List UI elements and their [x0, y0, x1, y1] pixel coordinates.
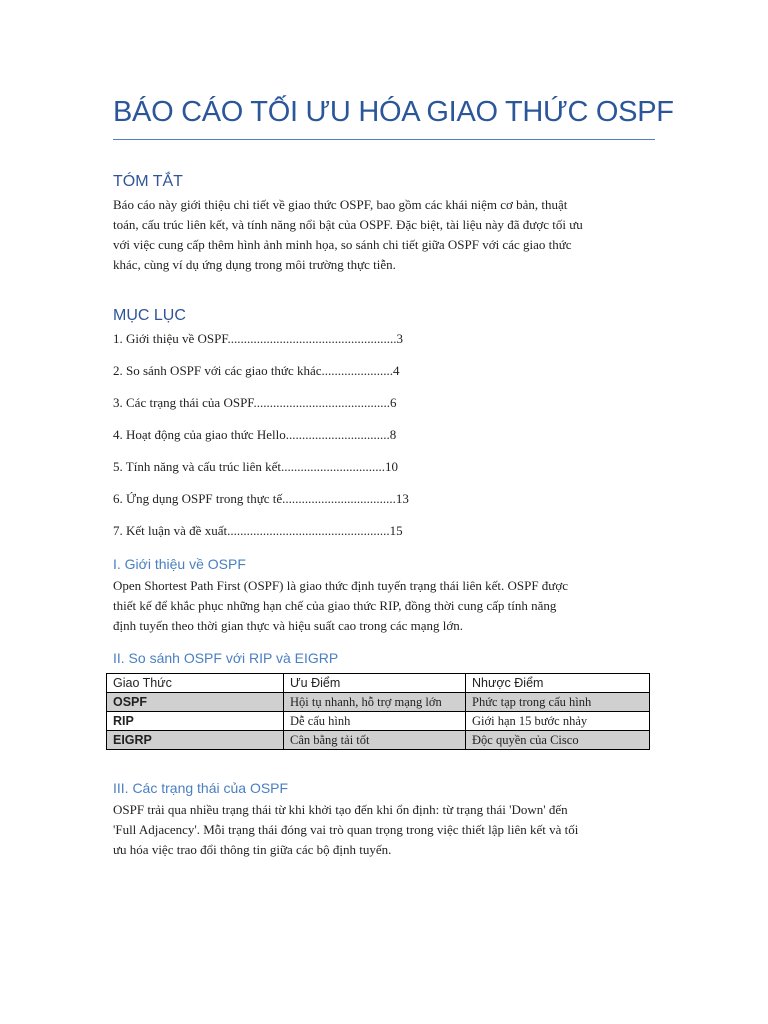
toc-item[interactable]: 7. Kết luận và đề xuất..................................................15: [113, 523, 403, 538]
section-3-heading: III. Các trạng thái của OSPF: [113, 780, 289, 796]
summary-line: Báo cáo này giới thiệu chi tiết về giao thức OSPF, bao gồm các khái niệm cơ bản, thuật: [113, 197, 568, 212]
toc-item[interactable]: 3. Các trạng thái của OSPF..........................................6: [113, 395, 397, 410]
section-3-line: OSPF trải qua nhiều trạng thái từ khi khởi tạo đến khi ổn định: từ trạng thái 'Down' đến: [113, 802, 568, 817]
table-header-row: [107, 674, 650, 693]
summary-line: toán, cấu trúc liên kết, và tính năng nổi bật của OSPF. Đặc biệt, tài liệu này đã được tối ưu: [113, 217, 583, 232]
table-row: [107, 712, 650, 731]
summary-paragraph: [113, 195, 643, 275]
section-1-paragraph: [113, 576, 643, 636]
table-cell-disadvantage: Độc quyền của Cisco: [466, 731, 650, 750]
table-header-cell: Nhược Điểm: [466, 674, 650, 693]
toc-item[interactable]: 4. Hoạt động của giao thức Hello................................8: [113, 427, 397, 442]
table-cell-protocol: RIP: [107, 712, 284, 731]
section-3-line: ưu hóa việc trao đổi thông tin giữa các bộ định tuyến.: [113, 842, 392, 857]
table-cell-protocol: EIGRP: [107, 731, 284, 750]
table-cell-advantage: Cân bằng tải tốt: [284, 731, 466, 750]
toc-item[interactable]: 6. Ứng dụng OSPF trong thực tế...................................13: [113, 491, 409, 506]
section-3-paragraph: [113, 800, 643, 860]
table-cell-advantage: Hội tụ nhanh, hỗ trợ mạng lớn: [284, 693, 466, 712]
comparison-table: [106, 673, 650, 750]
toc-item[interactable]: 5. Tính năng và cấu trúc liên kết................................10: [113, 459, 398, 474]
table-cell-protocol: OSPF: [107, 693, 284, 712]
section-2-heading: II. So sánh OSPF với RIP và EIGRP: [113, 650, 339, 666]
document-title: BÁO CÁO TỐI ƯU HÓA GIAO THỨC OSPF: [113, 96, 674, 128]
table-cell-advantage: Dễ cấu hình: [284, 712, 466, 731]
table-header-cell: Ưu Điểm: [284, 674, 466, 693]
table-cell-disadvantage: Giới hạn 15 bước nhảy: [466, 712, 650, 731]
section-1-line: Open Shortest Path First (OSPF) là giao thức định tuyến trạng thái liên kết. OSPF được: [113, 578, 568, 593]
section-1-heading: I. Giới thiệu về OSPF: [113, 556, 246, 572]
table-cell-disadvantage: Phức tạp trong cấu hình: [466, 693, 650, 712]
table-row: [107, 731, 650, 750]
table-row: [107, 693, 650, 712]
section-1-line: thiết kế để khắc phục những hạn chế của giao thức RIP, đồng thời cung cấp tính năng: [113, 598, 557, 613]
table-header-cell: Giao Thức: [107, 674, 284, 693]
toc-item[interactable]: 1. Giới thiệu về OSPF....................................................3: [113, 331, 404, 346]
toc-item[interactable]: 2. So sánh OSPF với các giao thức khác......................4: [113, 363, 400, 378]
toc-heading: MỤC LỤC: [113, 307, 186, 324]
title-underline: [113, 139, 655, 140]
summary-heading: TÓM TẮT: [113, 173, 183, 190]
summary-line: với việc cung cấp thêm hình ảnh minh họa, so sánh chi tiết giữa OSPF với các giao thức: [113, 237, 572, 252]
section-3-line: 'Full Adjacency'. Mỗi trạng thái đóng vai trò quan trọng trong việc thiết lập liên kết và tối: [113, 822, 579, 837]
summary-line: khác, cùng ví dụ ứng dụng trong môi trường thực tiễn.: [113, 257, 396, 272]
section-1-line: định tuyến theo thời gian thực và hiệu suất cao trong các mạng lớn.: [113, 618, 464, 633]
